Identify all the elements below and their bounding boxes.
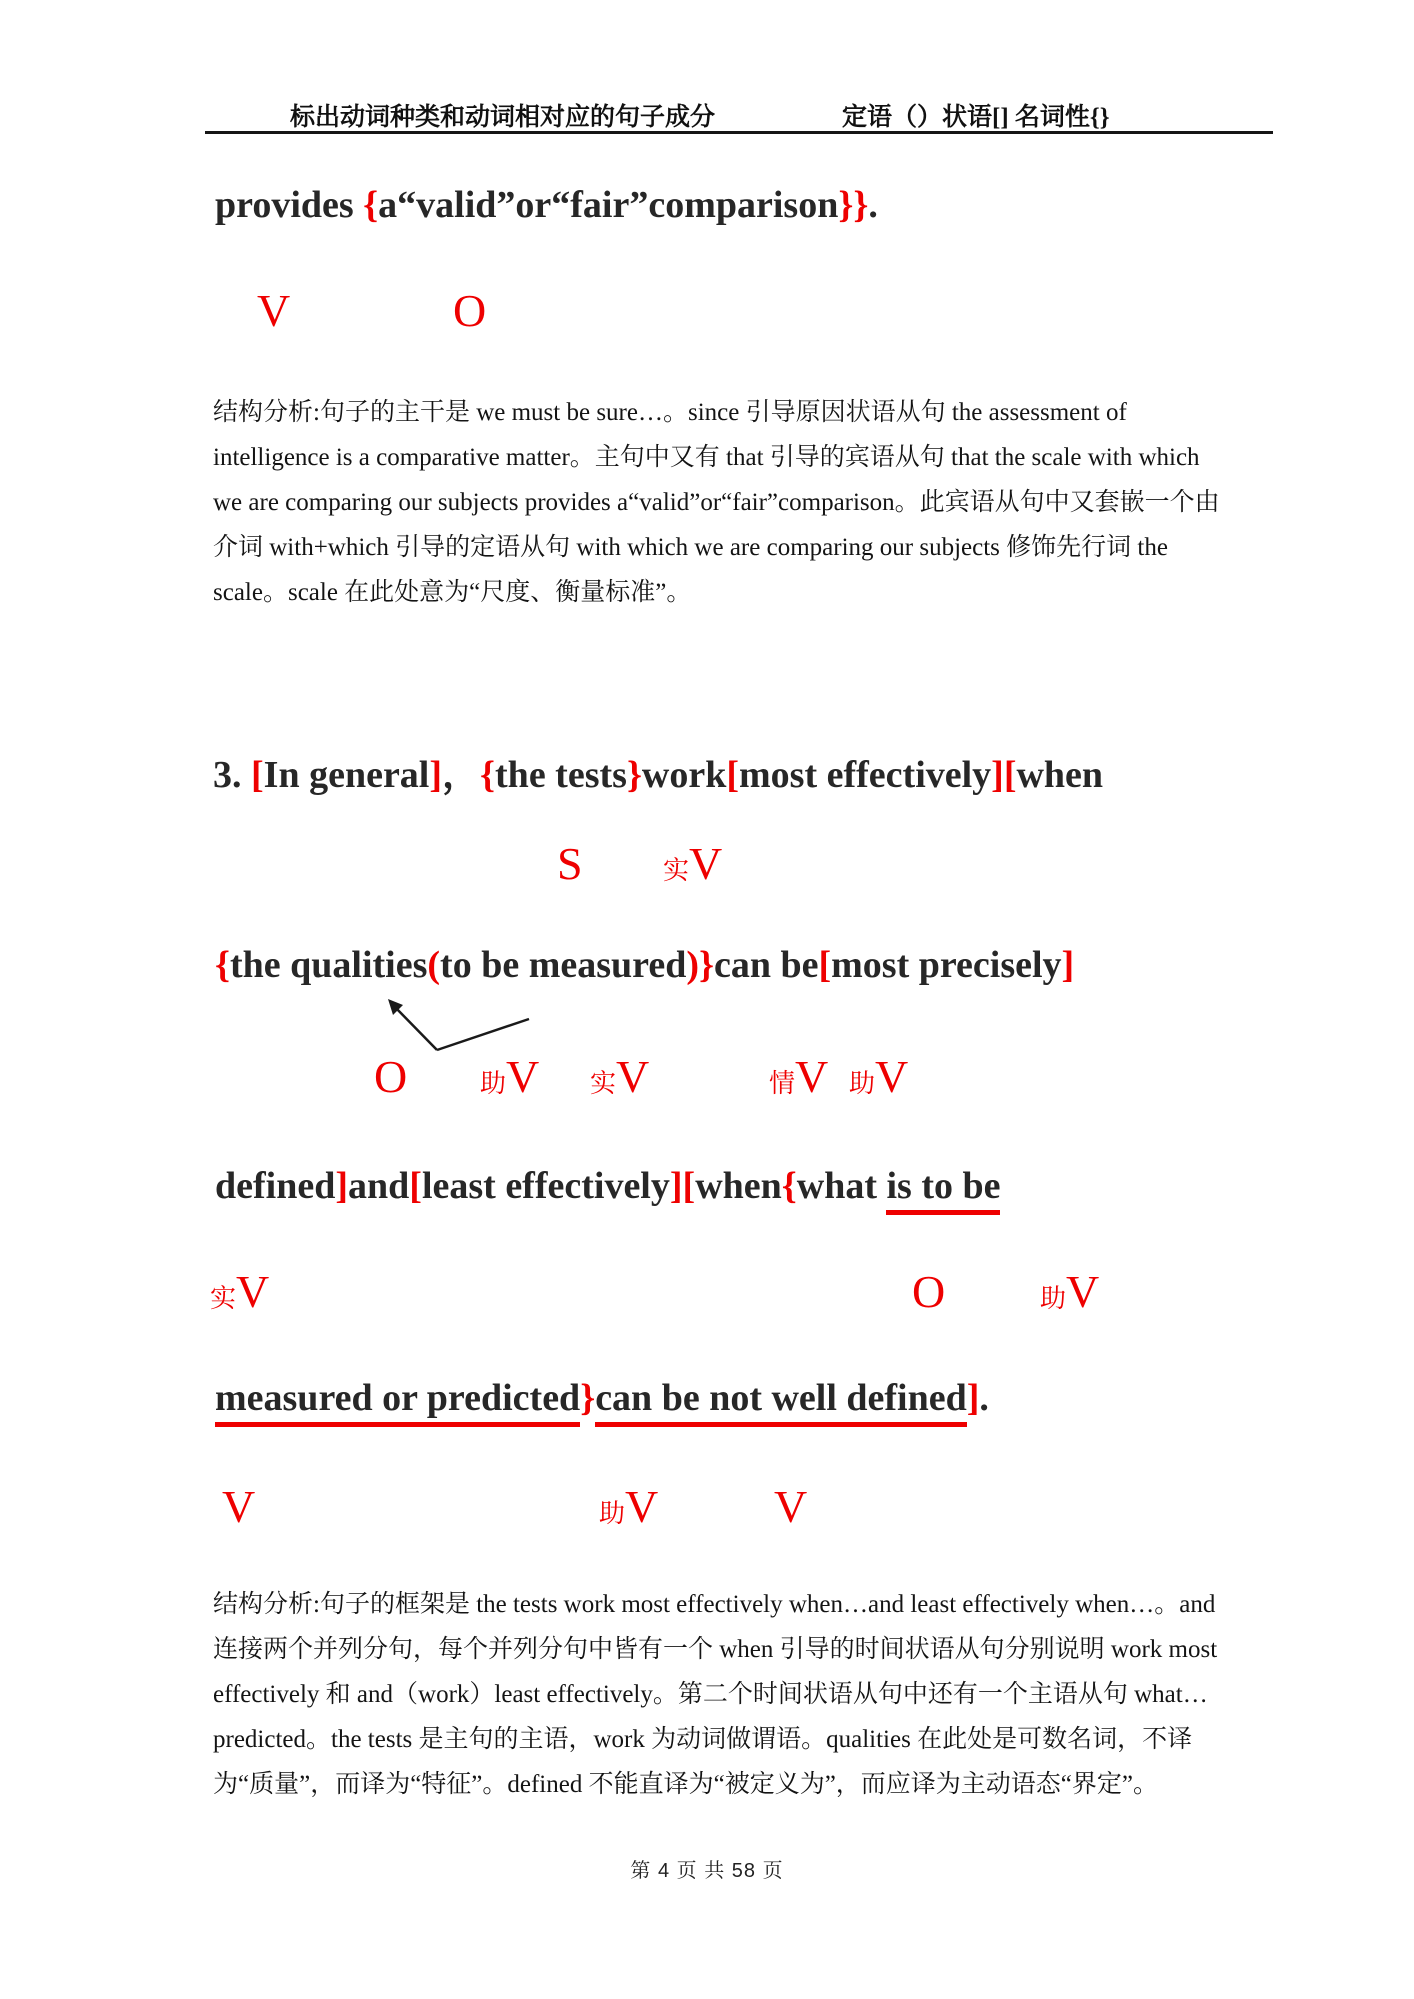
- bracket-marker: [: [251, 754, 264, 796]
- sentence-text: ，: [442, 754, 481, 796]
- sentence-line-3-part4: [215, 1376, 989, 1420]
- grammar-label-助V: [480, 1051, 540, 1102]
- sentence-text: .: [868, 184, 878, 226]
- bracket-marker: }}: [838, 184, 869, 226]
- bracket-marker: [: [409, 1165, 422, 1207]
- bracket-marker: ]: [991, 754, 1004, 796]
- grammar-label-实V: [663, 838, 723, 889]
- grammar-label-实V: [210, 1266, 270, 1317]
- grammar-label-en: V: [257, 285, 291, 336]
- sentence-text: the qualities: [229, 944, 428, 986]
- grammar-label-O: [374, 1051, 408, 1102]
- bracket-marker: [: [726, 754, 740, 796]
- grammar-labels-row-2: [0, 838, 1414, 893]
- analysis-paragraph-2: 结构分析:句子的框架是 the tests work most effectively when…and least effectively when…。and 连接两个并列分句，每个并列分句中皆有一个 when 引导的时间状语从句分别说明 work most effectively 和 and（work）least effectively。第二个时间状语从句中还有一个主语从句 what…predicted。the tests 是主句的主语，work 为动词做谓语。qualities 在此处是可数名词，不译为“质量”，而译为“特征”。defined 不能直译为“被定义为”，而应译为主动语态“界定”。: [213, 1591, 1218, 1798]
- grammar-label-en: V: [875, 1051, 909, 1102]
- sentence-text: defined: [215, 1165, 336, 1207]
- analysis-paragraph-1: 结构分析:句子的主干是 we must be sure…。since 引导原因状语从句 the assessment of intelligence is a comparative matter。主句中又有 that 引导的宾语从句 that the scale with which we are comparing our subjects provides a“valid”or“fair”comparison。此宾语从句中又套嵌一个由介词 with+which 引导的定语从句 with which we are comparing our subjects 修饰先行词 the scale。scale 在此处意为“尺度、衡量标准”。: [213, 399, 1220, 606]
- grammar-label-cn: 实: [663, 856, 690, 885]
- bracket-marker: [: [1003, 754, 1017, 796]
- grammar-label-en: V: [616, 1051, 650, 1102]
- page-number: 第 4 页 共 58 页: [630, 1860, 784, 1882]
- sentence-text: 3.: [213, 754, 251, 796]
- bracket-marker: {: [781, 1165, 797, 1207]
- header-rule: [205, 131, 1273, 134]
- grammar-label-cn: 情: [769, 1069, 796, 1098]
- bracket-marker: {: [215, 944, 230, 986]
- bracket-marker: ]: [429, 754, 443, 796]
- grammar-label-助V: [1040, 1266, 1100, 1317]
- sentence-text: In general: [263, 754, 430, 796]
- bracket-marker: {: [480, 754, 496, 796]
- sentence-text: least effectively: [421, 1165, 670, 1207]
- sentence-line-3-part1: [213, 743, 1103, 798]
- underlined-text: is to be: [886, 1165, 1000, 1215]
- sentence-line-provides: [215, 183, 878, 227]
- bracket-marker: (: [427, 944, 441, 986]
- grammar-label-O: [453, 285, 487, 336]
- grammar-label-en: V: [506, 1051, 540, 1102]
- grammar-label-V: [257, 285, 291, 336]
- grammar-label-cn: 实: [210, 1284, 237, 1313]
- sentence-line-3-part3: [215, 1164, 1000, 1208]
- bracket-marker: )}: [686, 944, 714, 986]
- grammar-label-en: V: [774, 1481, 808, 1532]
- sentence-text: most precisely: [831, 944, 1062, 986]
- bracket-marker: }: [580, 1377, 596, 1419]
- grammar-label-en: O: [453, 285, 487, 336]
- header-title-left: 标出动词种类和动词相对应的句子成分: [290, 104, 716, 131]
- grammar-label-S: [557, 838, 583, 889]
- sentence-text: a“valid”or“fair”comparison: [378, 184, 839, 226]
- bracket-marker: {: [363, 184, 379, 226]
- grammar-label-V: [222, 1481, 256, 1532]
- grammar-label-情V: [769, 1051, 829, 1102]
- underlined-text: can be not well defined: [595, 1377, 967, 1427]
- underlined-text: measured or predicted: [215, 1377, 580, 1427]
- bracket-marker: ][: [669, 1165, 696, 1207]
- grammar-label-V: [774, 1481, 808, 1532]
- sentence-text: can be: [713, 944, 819, 986]
- grammar-label-en: S: [557, 838, 583, 889]
- grammar-label-cn: 助: [599, 1499, 626, 1528]
- grammar-label-en: V: [795, 1051, 829, 1102]
- grammar-label-en: V: [689, 838, 723, 889]
- grammar-label-cn: 助: [480, 1069, 507, 1098]
- grammar-label-cn: 助: [1040, 1284, 1067, 1313]
- grammar-label-助V: [599, 1481, 659, 1532]
- sentence-line-3-part2: [215, 943, 1074, 987]
- sentence-text: provides: [215, 184, 364, 226]
- sentence-text: what: [796, 1165, 887, 1207]
- bracket-marker: }: [626, 754, 642, 796]
- grammar-label-en: V: [1066, 1266, 1100, 1317]
- grammar-label-助V: [849, 1051, 909, 1102]
- sentence-text: and: [348, 1165, 410, 1207]
- bracket-marker: ]: [335, 1165, 349, 1207]
- header-legend-right: 定语（）状语[] 名词性{}: [842, 104, 1110, 131]
- grammar-labels-row-5: [0, 1481, 1414, 1536]
- sentence-text: when: [695, 1165, 782, 1207]
- bracket-marker: ]: [966, 1377, 980, 1419]
- bracket-marker: ]: [1061, 944, 1075, 986]
- grammar-label-O: [912, 1266, 946, 1317]
- sentence-text: .: [979, 1377, 989, 1419]
- grammar-label-实V: [590, 1051, 650, 1102]
- grammar-labels-row-3: [0, 1051, 1414, 1106]
- grammar-label-cn: 实: [590, 1069, 617, 1098]
- sentence-text: most effectively: [739, 754, 992, 796]
- grammar-label-cn: 助: [849, 1069, 876, 1098]
- grammar-label-en: V: [625, 1481, 659, 1532]
- grammar-label-en: V: [236, 1266, 270, 1317]
- sentence-text: when: [1016, 754, 1104, 796]
- grammar-label-en: O: [912, 1266, 946, 1317]
- sentence-text: the tests: [495, 754, 627, 796]
- bracket-marker: [: [818, 944, 832, 986]
- grammar-labels-row-1: [0, 285, 1414, 340]
- grammar-labels-row-4: [0, 1266, 1414, 1321]
- sentence-text: work: [641, 754, 727, 796]
- grammar-label-en: O: [374, 1051, 408, 1102]
- annotation-arrow: [380, 995, 540, 1057]
- grammar-label-en: V: [222, 1481, 256, 1532]
- sentence-text: to be measured: [440, 944, 687, 986]
